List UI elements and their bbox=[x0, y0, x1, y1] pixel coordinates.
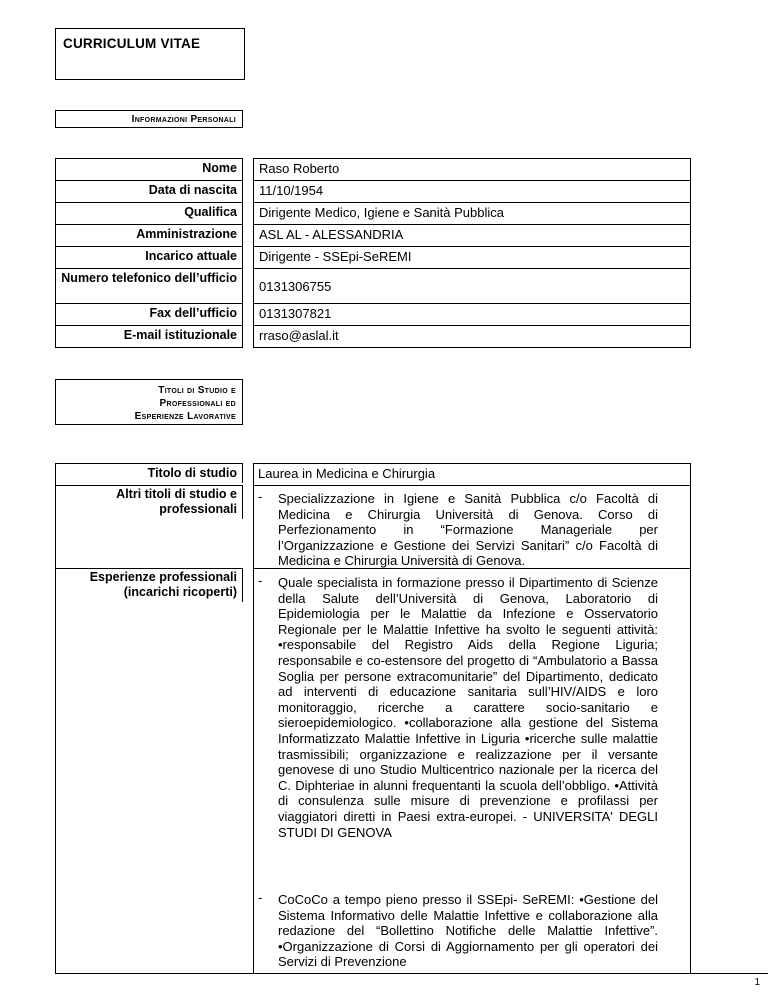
section-titoli-line2: Professionali ed bbox=[159, 398, 236, 409]
value-esperienze-1 bbox=[258, 575, 658, 840]
value-titolo-studio: Laurea in Medicina e Chirurgia bbox=[258, 466, 436, 481]
altri-titoli-text: Specializzazione in Igiene e Sanità Pubblica c/o Facoltà di Medicina e Chirurgia Università di Genova. Corso di Perfezionamento in “Formazione Manageriale per l’Organizzazione e Gestione dei Servizi Sanitari” c/o Facoltà di Medicina e Chirurgia Università di Genova. bbox=[278, 491, 658, 569]
esperienze-2-text: CoCoCo a tempo pieno presso il SSEpi- SeREMI: •Gestione del Sistema Informativo delle Malattie Infettive e collaborazione alla redazione del “Bollettino Notifiche delle Malattie Infettive”. •Organizzazione di Corsi di Aggiornamento per gli operatori dei Servizi di Prevenzione bbox=[278, 892, 658, 970]
bullet-dash: - bbox=[258, 573, 263, 588]
section-titoli-line3: Esperienze Lavorative bbox=[134, 411, 236, 422]
label-esperienze: Esperienze professionali (incarichi ricoperti) bbox=[55, 568, 243, 602]
value-amministrazione: ASL AL - ALESSANDRIA bbox=[253, 224, 691, 247]
label-incarico-attuale: Incarico attuale bbox=[55, 246, 243, 269]
value-altri-titoli bbox=[258, 491, 658, 569]
label-fax-ufficio: Fax dell’ufficio bbox=[55, 303, 243, 326]
label-altri-titoli: Altri titoli di studio e professionali bbox=[55, 485, 243, 519]
bullet-dash: - bbox=[258, 890, 263, 905]
page-number: 1 bbox=[754, 977, 760, 988]
value-email[interactable] bbox=[253, 325, 691, 348]
value-qualifica: Dirigente Medico, Igiene e Sanità Pubblica bbox=[253, 202, 691, 225]
value-esperienze-2 bbox=[258, 892, 658, 970]
value-nome: Raso Roberto bbox=[253, 158, 691, 181]
divider-value-1 bbox=[253, 485, 691, 486]
label-nome: Nome bbox=[55, 158, 243, 181]
value-telefono-ufficio: 0131306755 bbox=[253, 268, 691, 304]
footer-rule bbox=[55, 973, 768, 974]
label-email: E-mail istituzionale bbox=[55, 325, 243, 348]
section-titoli-line1: Titoli di Studio e bbox=[158, 385, 236, 396]
email-link[interactable]: rraso@aslal.it bbox=[259, 328, 339, 343]
label-titolo-studio: Titolo di studio bbox=[55, 464, 243, 483]
value-fax-ufficio: 0131307821 bbox=[253, 303, 691, 326]
section-personal-info: Informazioni Personali bbox=[55, 110, 243, 128]
cv-title-box bbox=[55, 28, 245, 80]
education-label-column bbox=[55, 463, 243, 973]
label-data-nascita: Data di nascita bbox=[55, 180, 243, 203]
esperienze-1-text: Quale specialista in formazione presso il Dipartimento di Scienze della Salute dell’Università di Genova, Laboratorio di Epidemiologia per le Malattie da Infezione e Osservatorio Regionale per le Malattie Infettive ha svolto le seguenti attività: •responsabile del Registro Aids della Regione Liguria; responsabile e co-estensore del progetto di “Ambulatorio a Bassa Soglia per persone extracomunitarie” del Dipartimento, dedicato ad interventi di educazione sanitaria sull’HIV/AIDS e loro monitoraggio, ricerche a carattere socio-sanitario e sieroepidemiologico. •collaborazione alla gestione del Sistema Informatizzato Malattie Infettive in Liguria •ricerche sulle malattie trasmissibili; organizzazione e realizzazione per il versante genovese di uno Studio Multicentrico nazionale per la ricerca del C. Diphteriae in alunni frequentanti la scuola dell’obbligo. •Attività di consulenza sulle misure di prevenzione e profilassi per viaggiatori diretti in Paesi extra-europei. - UNIVERSITA' DEGLI STUDI DI GENOVA bbox=[278, 575, 658, 840]
value-incarico-attuale: Dirigente - SSEpi-SeREMI bbox=[253, 246, 691, 269]
bullet-dash: - bbox=[258, 489, 263, 504]
label-qualifica: Qualifica bbox=[55, 202, 243, 225]
value-data-nascita: 11/10/1954 bbox=[253, 180, 691, 203]
label-telefono-ufficio: Numero telefonico dell’ufficio bbox=[55, 268, 243, 304]
cv-title: CURRICULUM VITAE bbox=[63, 36, 201, 51]
section-titoli-esperienze bbox=[55, 379, 243, 425]
label-amministrazione: Amministrazione bbox=[55, 224, 243, 247]
